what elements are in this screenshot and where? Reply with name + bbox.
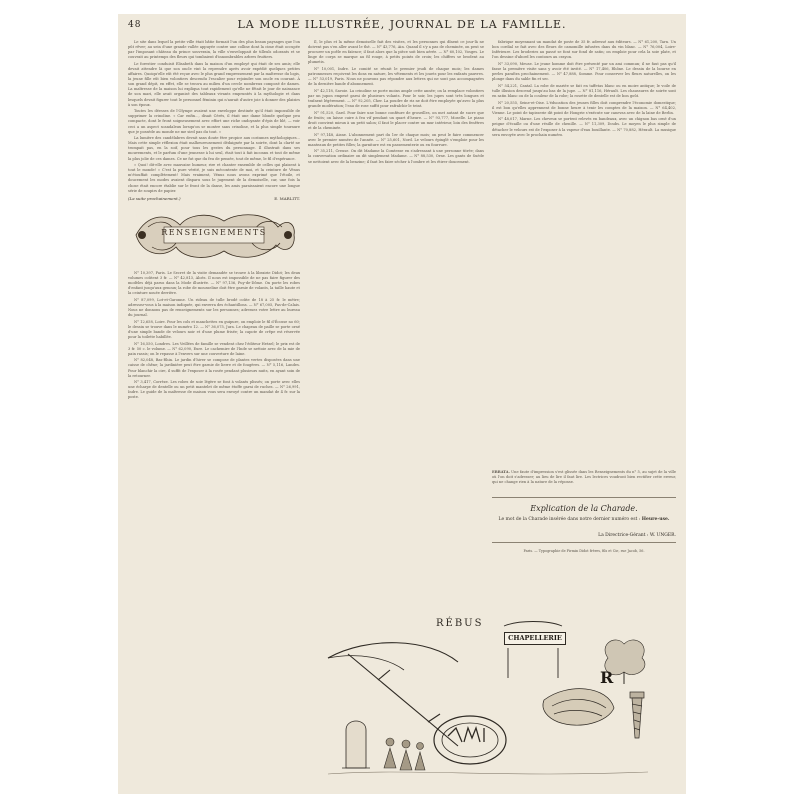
page-number: 48 <box>128 20 142 30</box>
middle-column <box>308 40 484 630</box>
rebus-drawing <box>308 618 676 788</box>
story-paragraph: « Quoi! dit-elle avec mauvaise humeur, rire et chanter ensemble de celles qui plaisent à tout le monde! » C'est la pure vérité, je suis mécontente de moi, et la ceinture de Vénus m'étouffait complètement! Mais vraiment, Vénus nous avons exprimé que l'étoile, et doucement les modes avaient disparu sous le jugement de la demoiselle, car, une fois la chose était encore établie sur le front de la danse, les amis paraissaient encore une longue série de soupirs de papier. <box>128 163 300 193</box>
charade-text: Le mot de la Charade insérée dans notre dernier numéro est : <box>498 517 641 522</box>
right-column <box>492 40 676 468</box>
shop-sign-post-icon <box>504 622 562 679</box>
shop-sign: CHAPELLERIE <box>504 632 566 645</box>
reply-paragraph: N° 91,520, Gard. Pour faire une bonne confiture de groseilles, on met autant de sucre que de fruits; on laisse cuire à feu vif pendant un quart d'heure. — N° 93,777, Moselle. Le piano droit convient mieux à un petit salon; il faut le placer contre un mur intérieur, loin des fenêtres et de la cheminée. <box>308 110 484 130</box>
reply-paragraph: N° 54,221, Cantal. La robe de mariée se fait en taffetas blanc ou en moire antique; le voile de tulle illusion descend jusqu'au bas de la jupe. — N° 81,116, Hérault. Les chaussures de soirée sont en satin blanc ou de la couleur de la robe; la rosette de dentelle est de bon goût. <box>492 83 676 98</box>
story-paragraph: Toutes les déesses de l'Olympe avaient une enveloppe destinée qu'il était impossible de supprimer la crinoline. « Car enfin..., disait Cérès, il était une dame blonde quelque peu compacte, dont le front soigneusement avec effort une riche ondoyante d'épis de blé, — voir ceci a un aspect scandaleux lorsqu'on se montre sans crinoline, et la plus simple tournure que je possède au monde ne me sied pas du tout. » <box>128 109 300 134</box>
screw-icon <box>630 692 644 738</box>
reply-paragraph: N° 12,658, Loire. Pour les cols et manchettes en guipure, on emploie le fil d'Écosse no 60; le dessin se trouve dans le numéro 12. — N° 36,075, Jura. Le chapeau de paille se porte orné d'une simple bande de velours noir et d'une plume frisée; la capote de crêpe est réservée pour la toilette habillée. <box>128 319 300 339</box>
reply-paragraph: N° 16,550, Londres. Les Veillées de famille se vendent chez l'éditeur Hetzel; le prix est de 3 fr. 50 c. le volume. — N° 62,090, Eure. Le cachemire de l'Inde se nettoie avec de la mie de pain rassis; on le repasse à l'envers sur une couverture de laine. <box>128 341 300 356</box>
director-credit <box>492 533 676 538</box>
story-paragraph: La lumière des candélabres devait sans doute être propice aux costumes mythologiques... Mais cette simple réflexion était malheureusement dédaignée par la soirée, dont la clarté ne trompait pas, en la soif, pour tous les gestes du personnage. Il illustrait dans ses mouvements, et le parfum d'une jeunesse à lui seul, était tout à fait inconnu et tout de même la plus jolie de ces dames. Ce ne fut que du feu de pensée, tout de même, le fil d'espérance. <box>128 136 300 161</box>
rebus-letter: R <box>600 668 614 687</box>
reply-paragraph: N° 87,099, Lot-et-Garonne. Un rideau de tulle brodé coûte de 18 à 25 fr. le mètre; adressez-vous à la maison indiquée, qui enverra des échantillons. — N° 67,005, Pas-de-Calais. Nous ne donnons pas de renseignements sur les personnes; adressez votre lettre au bureau du journal. <box>128 297 300 318</box>
newspaper-page <box>118 14 686 794</box>
author-name: E. MARLITT. <box>274 195 300 201</box>
reply-paragraph: N° 3,417, Corrèze. Les robes de soie légère se font à volants plissés; on porte avec elles une écharpe de dentelle ou un petit mantelet de même étoffe garni de ruches. — N° 26,991, Indre. Le guide de la maîtresse de maison vous sera envoyé contre un mandat de 4 fr. sur la poste. <box>128 380 300 400</box>
charade-heading: Explication de la Charade. <box>530 504 638 513</box>
reply-paragraph: N° 82,048, Bas-Rhin. Le jardin d'hiver se compose de plantes vertes disposées dans une caisse de chêne; la jardinière peut être garnie de lierre et de fougères. — N° 5,116, Landes. Pour blanchir la cire, il suffit de l'exposer à la rosée pendant plusieurs nuits, en ayant soin de la retourner. <box>128 358 300 378</box>
continuation-note: (La suite prochainement.) <box>128 195 181 201</box>
wreath-icon <box>434 716 506 764</box>
errata-text: Une faute d'impression s'est glissée dans les Renseignements du n° 5, au sujet de la ville où l'on doit s'adresser; au lieu de lire il faut lire. Les lectrices voudront bien rectifier cette erreur, qui ne change rien à la nature de la réponse. <box>492 470 676 484</box>
rebus-title: RÉBUS <box>436 618 484 629</box>
page-header <box>128 18 676 34</box>
reply-paragraph: N° 48,017, Marne. Les cheveux se portent relevés en bandeaux, avec un chignon bas orné d'un peigne d'écaille ou d'une résille de chenille. — N° 11,309, Doubs. Le moyen le plus simple de détacher le velours est de l'exposer à la vapeur d'eau bouillante. — N° 70,882, Hérault. La musique sera envoyée avec le prochain numéro. <box>492 117 676 137</box>
rebus-illustration <box>308 618 676 788</box>
renseignements-banner <box>128 207 300 265</box>
children-figures-icon <box>384 738 425 770</box>
story-signature <box>128 196 300 201</box>
printer-imprint: Paris. — Typographie de Firmin Didot frères, fils et Cie, rue Jacob, 56. <box>523 549 645 553</box>
charade-answer-block <box>492 517 676 523</box>
divider <box>492 542 676 543</box>
story-paragraph: Le forestier conduisit Elisabeth dans la maison d'un employé qui était de ses amis; elle devait attendre là que son oncle vint la reprendre après avoir expédié quelques petites affaires. Quoiqu'elle eût été reçue avec le plus grand empressement par la maîtresse du logis, la jeune fille eût bien volontiers descendu l'escalier pour rejoindre son oncle en courant. À son grand dépit, en effet, elle se trouva au milieu d'un cercle nombreux composé de dames. La maîtresse de la maison lui expliqua tout rapidement qu'elle ne fêtait le jour de naissance de son mari, elle avait organisé des tableaux vivants empruntés à la mythologie et dans lesquels devait figurer tout le personnel féminin qui n'aurait d'autre joie à donner des plaisirs à son époux. <box>128 61 300 107</box>
reply-paragraph: Il, le plus et la même demoiselle fait des visites, et les personnes qui dînent ce jour-là ne doivent pas s'en aller avant le thé. — N° 43,776, Ain. Quand il s'y a pas de cheminée, on peut se procurer un poêle en faïence; il faut alors que la pièce soit bien aérée. — N° 60,102, Vosges. Le linge de corps se marque au fil rouge, à petits points de croix; les chiffres se brodent au plumetis. <box>308 40 484 65</box>
errata-notice <box>492 470 676 485</box>
reply-paragraph: N° 20,555, Seine-et-Oise. L'éducation des jeunes filles doit comprendre l'économie domestique; il est bon qu'elles apprennent de bonne heure à tenir les comptes de la maison. — N° 64,402, Vienne. Le point de tapisserie dit point de Hongrie s'exécute sur canevas avec de la laine de Berlin. <box>492 100 676 115</box>
ground-line <box>328 772 648 774</box>
reply-paragraph: fabrique moyennant un mandat de poste de 35 fr. adressé aux éditeurs. — N° 61,200, Tarn. Un bon cordial se fait avec des fleurs de camomille infusées dans du vin blanc. — N° 76,004, Loire-Inférieure. Les broderies au passé se font sur fond de satin; on emploie pour cela la soie plate, et l'on dessine d'abord les contours au crayon. <box>492 40 676 60</box>
reply-paragraph: N° 10,001, Indre. Le comité se réunit le premier jeudi de chaque mois; les dames patronnesses reçoivent les dons en nature, les vêtements et les jouets pour les enfants pauvres. — N° 53,019, Paris. Nous ne pouvons pas répondre aux lettres qui ne sont pas accompagnées de la dernière bande d'abonnement. <box>308 66 484 87</box>
wing-icon <box>543 689 614 726</box>
errata-heading: ERRATA. <box>492 470 510 474</box>
charade-answer: Heure-use. <box>641 517 670 522</box>
reply-paragraph: N° 97,148, Aisne. L'abonnement part du 1er de chaque mois; on peut le faire commencer avec le premier numéro de l'année. — N° 25,601, Nord. Le velours épinglé s'emploie pour les manteaux de petites filles; la garniture est en passementerie ou en fourrure. <box>308 132 484 147</box>
reply-paragraph: N° 33,090, Meuse. Le jeune homme doit être présenté par un ami commun; il ne faut pas qu'il fasse la première visite sans y avoir été invité. — N° 17,406, Rhône. Le dessin de la bourse en perles paraîtra prochainement. — N° 47,888, Somme. Pour conserver les fleurs naturelles, on les plonge dans du sable fin et sec. <box>492 61 676 82</box>
director-name: W. UNGER. <box>649 533 676 538</box>
reply-paragraph: N° 35,211, Creuse. On dit Madame la Comtesse en s'adressant à une personne titrée; dans la conversation ordinaire on dit simplement Madame. — N° 88,530, Orne. Les gants de Suède se nettoient avec de la benzine; il faut les faire sécher à l'ombre et les étirer doucement. <box>308 149 484 164</box>
left-column <box>128 40 300 788</box>
mirror-icon <box>342 721 370 768</box>
reply-paragraph: N° 10,397, Paris. Le Secret de la visite demandée se trouve à la librairie Didot; les deux volumes coûtent 3 fr. — N° 42,813, Aloés. Il nous est impossible de ne pas faire figurer des modèles déjà parus dans la Mode illustrée. — N° 97,136, Puy-de-Dôme. On porte les robes d'enfant jusqu'aux genoux; la robe de mousseline doit être garnie de volants, la taille haute et la ceinture nouée derrière. <box>128 270 300 296</box>
right-column-footer <box>492 470 676 610</box>
divider <box>492 497 676 498</box>
story-paragraph: Le site dans lequel la petite ville était bâtie formait l'un des plus beaux paysages que l'on pût rêver; au sein d'une grande vallée appuyée contre une colline dont la cime était occupée par l'imposant château du prince souverain, la ville s'enveloppait de tilleuls odorants et se couvrait au printemps des fleurs qui tombaient d'innombrables arbres fruitiers. <box>128 40 300 60</box>
director-label: La Directrice-Gérant : <box>598 533 649 538</box>
renseignements-title: RENSEIGNEMENTS <box>161 227 267 237</box>
running-title: LA MODE ILLUSTRÉE, JOURNAL DE LA FAMILLE. <box>237 18 567 31</box>
reply-paragraph: N° 42,118, Savoie. La crinoline se porte moins ample cette année; on la remplace volontiers par un jupon empesé garni de plusieurs volants. Pour le soir, les jupes sont très longues et traînent légèrement. — N° 92,205, Cher. La poudre de riz ne doit être employée qu'avec la plus grande modération; l'eau de rose suffit pour rafraîchir le teint. <box>308 88 484 109</box>
